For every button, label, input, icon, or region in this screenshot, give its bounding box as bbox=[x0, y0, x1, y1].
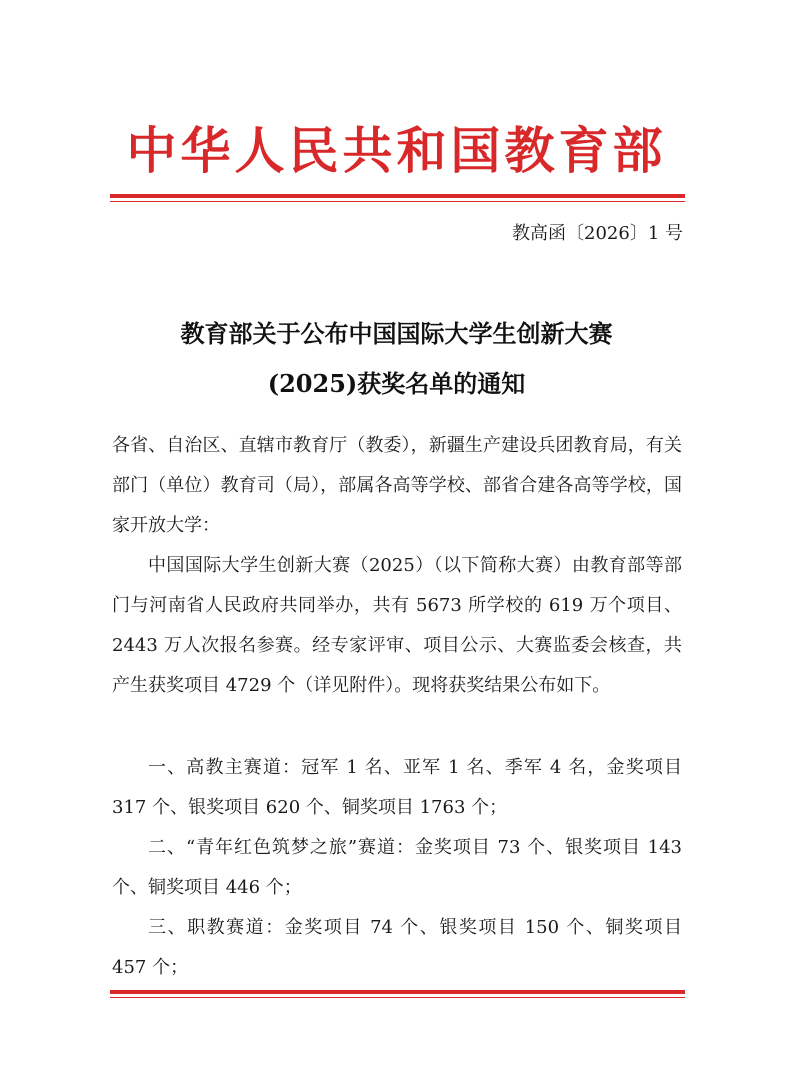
footer-red-rule bbox=[110, 990, 685, 998]
notice-title-line-1: 教育部关于公布中国国际大学生创新大赛 bbox=[180, 319, 613, 348]
letterhead-title: 中华人民共和国教育部 bbox=[126, 122, 667, 180]
letterhead-red-rule bbox=[110, 194, 685, 202]
red-rule-thin bbox=[110, 201, 685, 202]
notice-title-line-2: (2025)获奖名单的通知 bbox=[267, 369, 526, 398]
document-number: 教高函〔2026〕1 号 bbox=[512, 223, 683, 244]
salutation-paragraph: 各省、自治区、直辖市教育厅（教委），新疆生产建设兵团教育局，有关部门（单位）教育司（局），部属各高等学校、部省合建各高等学校，国家开放大学： bbox=[112, 435, 682, 536]
award-item-vocational-track: 三、职教赛道：金奖项目 74 个、银奖项目 150 个、铜奖项目 457 个； bbox=[112, 917, 682, 978]
award-item-higher-education-track: 一、高教主赛道：冠军 1 名、亚军 1 名、季军 4 名，金奖项目 317 个、银奖项目 620 个、铜奖项目 1763 个； bbox=[112, 757, 682, 818]
main-paragraph: 中国国际大学生创新大赛（2025）（以下简称大赛）由教育部等部门与河南省人民政府共同举办，共有 5673 所学校的 619 万个项目、2443 万人次报名参赛。经专家评审、项目公示、大赛监委会核查，共产生获奖项目 4729 个（详见附件）。现将获奖结果公布如下。 bbox=[112, 555, 682, 696]
award-item-red-dream-track: 二、“青年红色筑梦之旅”赛道：金奖项目 73 个、银奖项目 143 个、铜奖项目 446 个； bbox=[112, 837, 682, 898]
red-rule-thin bbox=[110, 997, 685, 998]
